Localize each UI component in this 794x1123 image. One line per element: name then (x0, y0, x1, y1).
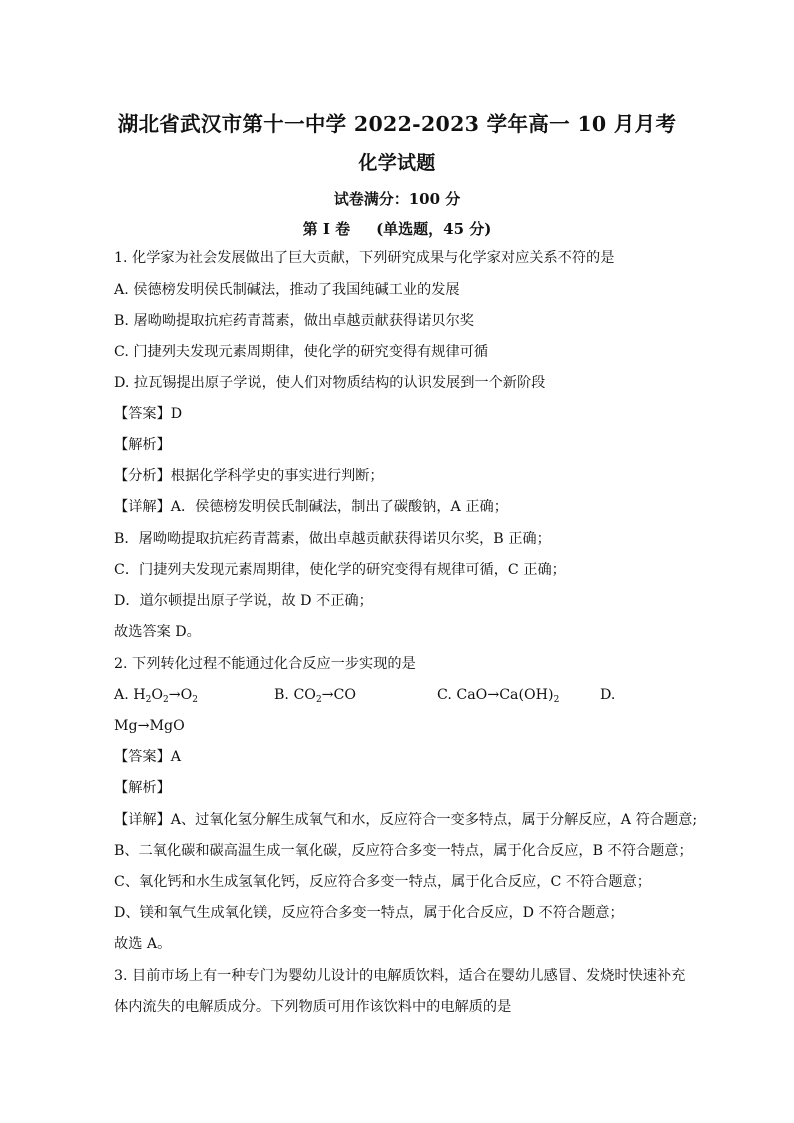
q3-stem-line1: 3. 目前市场上有一种专门为婴幼儿设计的电解质饮料，适合在婴幼儿感冒、发烧时快速补充 (114, 968, 686, 984)
q1-option-b: B. 屠呦呦提取抗疟药青蒿素，做出卓越贡献获得诺贝尔奖 (114, 313, 474, 329)
q1-detail-b: B．屠呦呦提取抗疟药青蒿素，做出卓越贡献获得诺贝尔奖，B 正确； (114, 531, 551, 547)
q1-detail-d: D．道尔顿提出原子学说，故 D 不正确； (114, 593, 373, 609)
q2-option-d-label: D. (600, 687, 616, 703)
q2-answer: 【答案】A (114, 749, 181, 765)
q1-conclusion: 故选答案 D。 (114, 624, 201, 640)
q2-conclusion: 故选 A。 (114, 936, 172, 952)
section-label: 第 I 卷 (302, 220, 351, 238)
q2-option-c: C. $CaO\to Ca(OH)_2$ (437, 687, 560, 705)
q2-analysis-label: 【解析】 (114, 780, 171, 796)
q1-detail-a: 【详解】A．侯德榜发明侯氏制碱法，制出了碳酸钠，A 正确； (114, 499, 508, 515)
q2-detail-c: C、氧化钙和水生成氢氧化钙，反应符合多变一特点，属于化合反应，C 不符合题意； (114, 874, 651, 890)
exam-title: 湖北省武汉市第十一中学 2022-2023 学年高一 10 月月考 (117, 112, 677, 136)
q2-detail-d: D、镁和氧气生成氧化镁，反应符合多变一特点，属于化合反应，D 不符合题意； (114, 905, 624, 921)
q1-analysis-label: 【解析】 (114, 437, 171, 453)
q2-option-b: B. $CO_2\to CO$ (274, 687, 357, 705)
q2-option-d-text: Mg→MgO (114, 718, 185, 734)
q1-option-c: C. 门捷列夫发现元素周期律，使化学的研究变得有规律可循 (114, 344, 489, 360)
full-score: 试卷满分：100 分 (333, 190, 461, 208)
q1-option-d: D. 拉瓦锡提出原子学说，使人们对物质结构的认识发展到一个新阶段 (114, 375, 546, 391)
q2-detail-a: 【详解】A、过氧化氢分解生成氧气和水，反应符合一变多特点，属于分解反应，A 符合题意; (114, 812, 698, 828)
subject-title: 化学试题 (358, 152, 436, 174)
q1-answer: 【答案】D (114, 406, 183, 422)
section-header (0, 218, 794, 239)
q1-option-a: A. 侯德榜发明侯氏制碱法，推动了我国纯碱工业的发展 (114, 282, 460, 298)
q1-detail-c: C．门捷列夫发现元素周期律，使化学的研究变得有规律可循，C 正确； (114, 562, 566, 578)
q2-detail-b: B、二氧化碳和碳高温生成一氧化碳，反应符合多变一特点，属于化合反应，B 不符合题意； (114, 843, 693, 859)
q1-stem: 1. 化学家为社会发展做出了巨大贡献，下列研究成果与化学家对应关系不符的是 (114, 250, 615, 266)
q1-fenxi: 【分析】根据化学科学史的事实进行判断； (114, 468, 384, 484)
q2-stem: 2. 下列转化过程不能通过化合反应一步实现的是 (114, 656, 416, 672)
q3-stem-line2: 体内流失的电解质成分。下列物质可用作该饮料中的电解质的是 (114, 999, 512, 1015)
q2-option-a: A. $H_2O_2\to O_2$ (114, 687, 199, 705)
section-note: (单选题，45 分) (376, 220, 492, 238)
